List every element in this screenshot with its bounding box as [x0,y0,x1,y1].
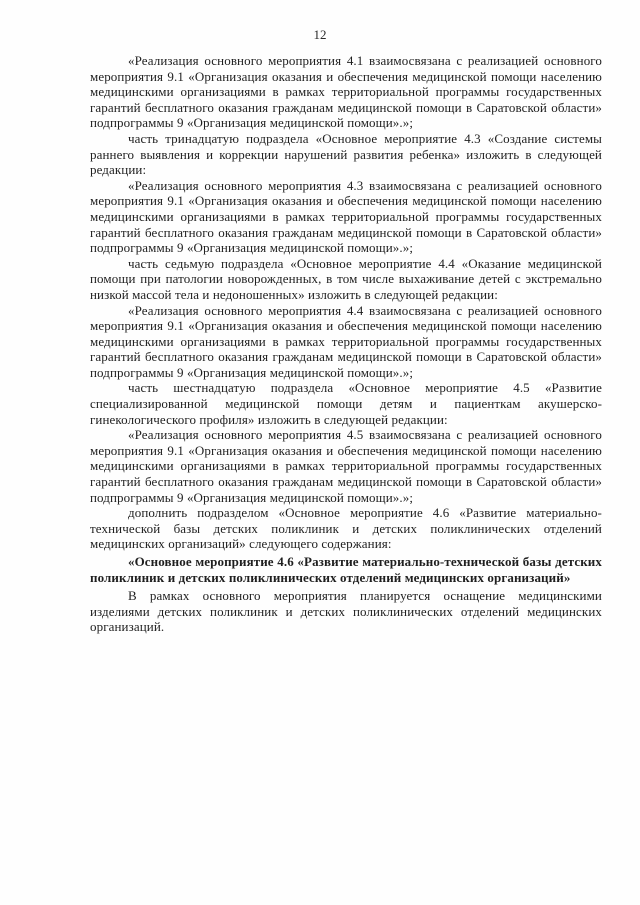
paragraph-4-1-link: «Реализация основного мероприятия 4.1 взаимосвязана с реализацией основного мероприятия 9.1 «Организация оказания и обеспечения медицинской помощи населению медицинскими организациями в рамках территориальной программы государственных гарантий бесплатного оказания гражданам медицинской помощи в Саратовской области» подпрограммы 9 «Организация медицинской помощи».»; [90,53,602,131]
paragraph-amend-4-5: часть шестнадцатую подраздела «Основное мероприятие 4.5 «Развитие специализированной медицинской помощи детям и пациенткам акушерско-гинекологического профиля» изложить в следующей редакции: [90,380,602,427]
paragraph-4-3-link: «Реализация основного мероприятия 4.3 взаимосвязана с реализацией основного мероприятия 9.1 «Организация оказания и обеспечения медицинской помощи населению медицинскими организациями в рамках территориальной программы государственных гарантий бесплатного оказания гражданам медицинской помощи в Саратовской области» подпрограммы 9 «Организация медицинской помощи».»; [90,177,602,256]
paragraph-4-6-description: В рамках основного мероприятия планируется оснащение медицинскими изделиями детских поликлиник и детских поликлинических отделений медицинских организаций. [90,588,602,635]
document-body [90,53,602,635]
paragraph-amend-4-4: часть седьмую подраздела «Основное мероприятие 4.4 «Оказание медицинской помощи при патологии новорожденных, в том числе выхаживание детей с экстремально низкой массой тела и недоношенных» изложить в следующей редакции: [90,255,602,302]
page-number: 12 [313,27,327,42]
paragraph-4-5-link: «Реализация основного мероприятия 4.5 взаимосвязана с реализацией основного мероприятия 9.1 «Организация оказания и обеспечения медицинской помощи населению медицинскими организациями в рамках территориальной программы государственных гарантий бесплатного оказания гражданам медицинской помощи в Саратовской области» подпрограммы 9 «Организация медицинской помощи».»; [90,427,602,505]
paragraph-add-4-6: дополнить подразделом «Основное мероприятие 4.6 «Развитие материально-технической базы детских поликлиник и детских поликлинических отделений медицинских организаций» следующего содержания: [90,505,602,552]
paragraph-amend-4-3: часть тринадцатую подраздела «Основное мероприятие 4.3 «Создание системы раннего выявления и коррекции нарушений развития ребенка» изложить в следующей редакции: [90,130,602,178]
section-heading-4-6: «Основное мероприятие 4.6 «Развитие материально-технической базы детских поликлиник и детских поликлинических отделений медицинских организаций» [90,554,602,585]
paragraph-4-4-link: «Реализация основного мероприятия 4.4 взаимосвязана с реализацией основного мероприятия 9.1 «Организация оказания и обеспечения медицинской помощи населению медицинскими организациями в рамках территориальной программы государственных гарантий бесплатного оказания гражданам медицинской помощи в Саратовской области» подпрограммы 9 «Организация медицинской помощи».»; [90,302,602,380]
